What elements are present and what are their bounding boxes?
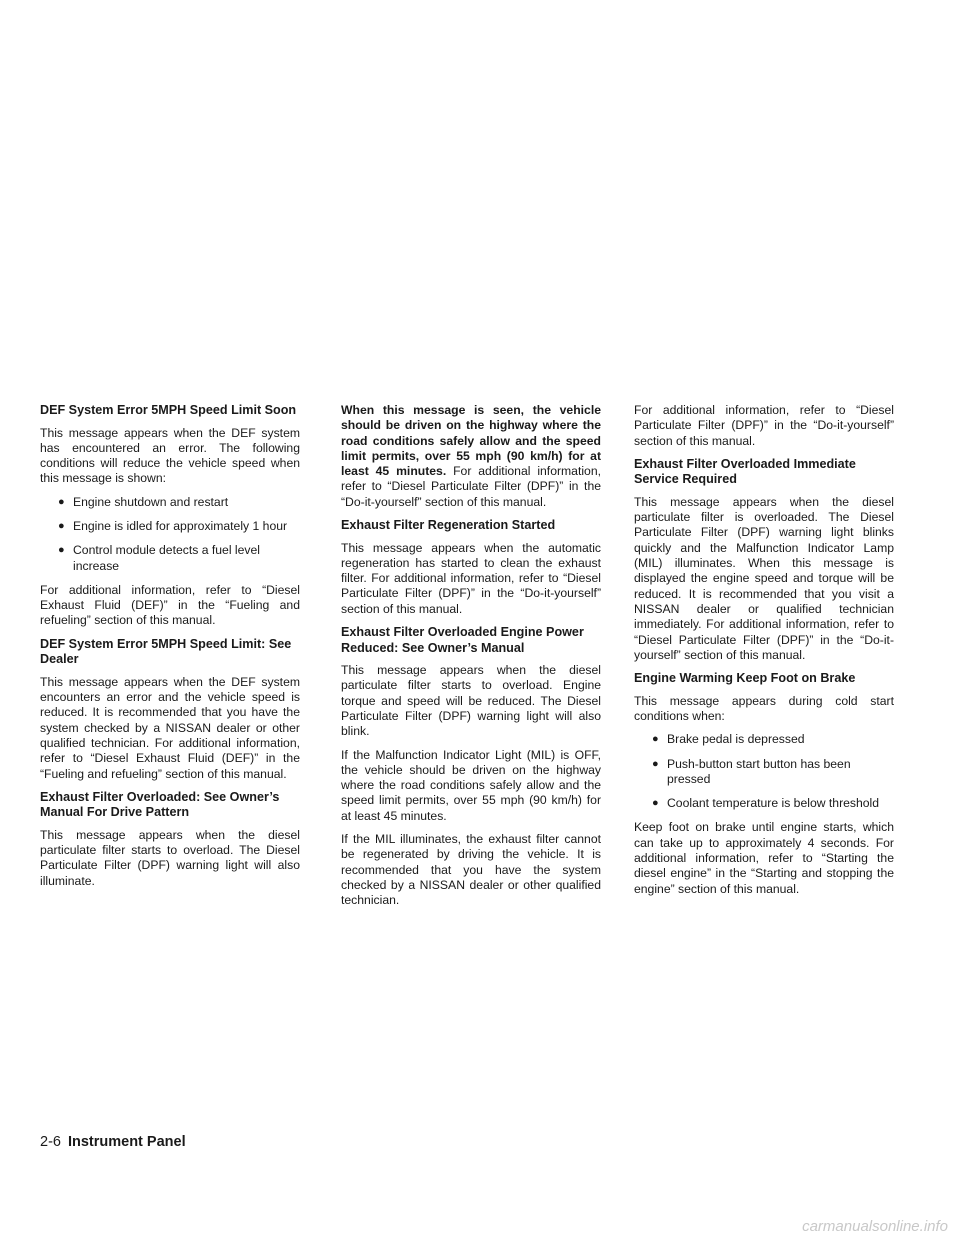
column-2 — [341, 403, 601, 917]
paragraph: This message appears during cold start conditions when: — [634, 693, 894, 723]
list-item: ● Coolant temperature is below threshold — [634, 796, 894, 811]
heading-def-error-soon: DEF System Error 5MPH Speed Limit Soon — [40, 403, 297, 417]
list-item: ● Push-button start button has been pressed — [634, 757, 894, 788]
page-number: 2-6 — [40, 1134, 61, 1150]
heading-def-error-dealer: DEF System Error 5MPH Speed Limit: See Dealer — [40, 636, 292, 667]
lead-bold-text: When this message is seen, the vehicle should be driven on the highway where the road conditions safely allow and the speed limit permits, over 55 mph (90 km/h) for at least 45 minutes. — [341, 403, 601, 479]
heading-regeneration-started: Exhaust Filter Regeneration Started — [341, 518, 556, 533]
column-1 — [40, 403, 300, 897]
paragraph: This message appears when the diesel particulate filter starts to overload. Engine torque and speed will be reduced. The Diesel Particulate Filter (DPF) warning light will also blink. — [341, 663, 601, 739]
watermark-text: carmanualsonline.info — [802, 1218, 948, 1235]
list-item: ● Brake pedal is depressed — [634, 732, 894, 747]
bullet-list — [40, 495, 300, 574]
heading-immediate-service: Exhaust Filter Overloaded Immediate Service Required — [634, 456, 856, 487]
list-item: ● Engine is idled for approximately 1 hour — [40, 519, 300, 534]
paragraph: This message appears when the DEF system encounters an error and the vehicle speed is reduced. It is recommended that you have the system checked by a NISSAN dealer or other qualified technician. For additional information, refer to “Diesel Exhaust Fluid (DEF)” in the “Fueling and refueling” section of this manual. — [40, 674, 300, 781]
paragraph: If the Malfunction Indicator Light (MIL) is OFF, the vehicle should be driven on the highway where the road conditions safely allow and the speed limit permits, over 55 mph (90 km/h) for at least 45 minutes. — [341, 747, 601, 823]
section-title: Instrument Panel — [67, 1134, 186, 1150]
list-item: ● Engine shutdown and restart — [40, 495, 300, 510]
page-footer — [40, 1133, 186, 1151]
paragraph: If the MIL illuminates, the exhaust filter cannot be regenerated by driving the vehicle. It is recommended that you have the system checked by a NISSAN dealer or other qualified technician. — [341, 832, 601, 908]
paragraph: This message appears when the DEF system has encountered an error. The following conditions will reduce the vehicle speed when this message is shown: — [40, 425, 300, 486]
paragraph: This message appears when the diesel particulate filter starts to overload. The Diesel Particulate Filter (DPF) warning light will also illuminate. — [40, 827, 300, 888]
paragraph: Keep foot on brake until engine starts, which can take up to approximately 4 seconds. For additional information, refer to “Starting the diesel engine” in the “Starting and stopping the engine” section of this manual. — [634, 820, 894, 896]
heading-engine-warming: Engine Warming Keep Foot on Brake — [634, 671, 856, 686]
heading-engine-power-reduced: Exhaust Filter Overloaded Engine Power Reduced: See Owner’s Manual — [341, 625, 584, 655]
paragraph: For additional information, refer to “Diesel Exhaust Fluid (DEF)” in the “Fueling and refueling” section of this manual. — [40, 582, 300, 628]
heading-exhaust-filter-overloaded: Exhaust Filter Overloaded: See Owner’s Manual For Drive Pattern — [40, 789, 280, 820]
column-3 — [634, 403, 894, 905]
paragraph: This message appears when the diesel particulate filter is overloaded. The Diesel Particulate Filter (DPF) warning light blinks quickly and the Malfunction Indicator Lamp (MIL) illuminates. When this message is displayed the engine speed and torque will be reduced. It is recommended that you visit a NISSAN dealer or qualified technician immediately. For additional information, refer to “Diesel Particulate Filter (DPF)” in the “Do-it-yourself” section of this manual. — [634, 494, 894, 662]
lead-paragraph — [341, 403, 601, 510]
bullet-list — [634, 732, 894, 811]
paragraph: This message appears when the automatic regeneration has started to clean the exhaust filter. For additional information, refer to “Diesel Particulate Filter (DPF)” in the “Do-it-yourself” section of this manual. — [341, 540, 601, 616]
lead-rest-text: For additional information, refer to “Diesel Particulate Filter (DPF)” in the “Do-it-yourself” section of this manual. — [341, 464, 601, 509]
paragraph: For additional information, refer to “Diesel Particulate Filter (DPF)” in the “Do-it-yourself” section of this manual. — [634, 403, 894, 448]
list-item: ● Control module detects a fuel level increase — [40, 543, 300, 574]
